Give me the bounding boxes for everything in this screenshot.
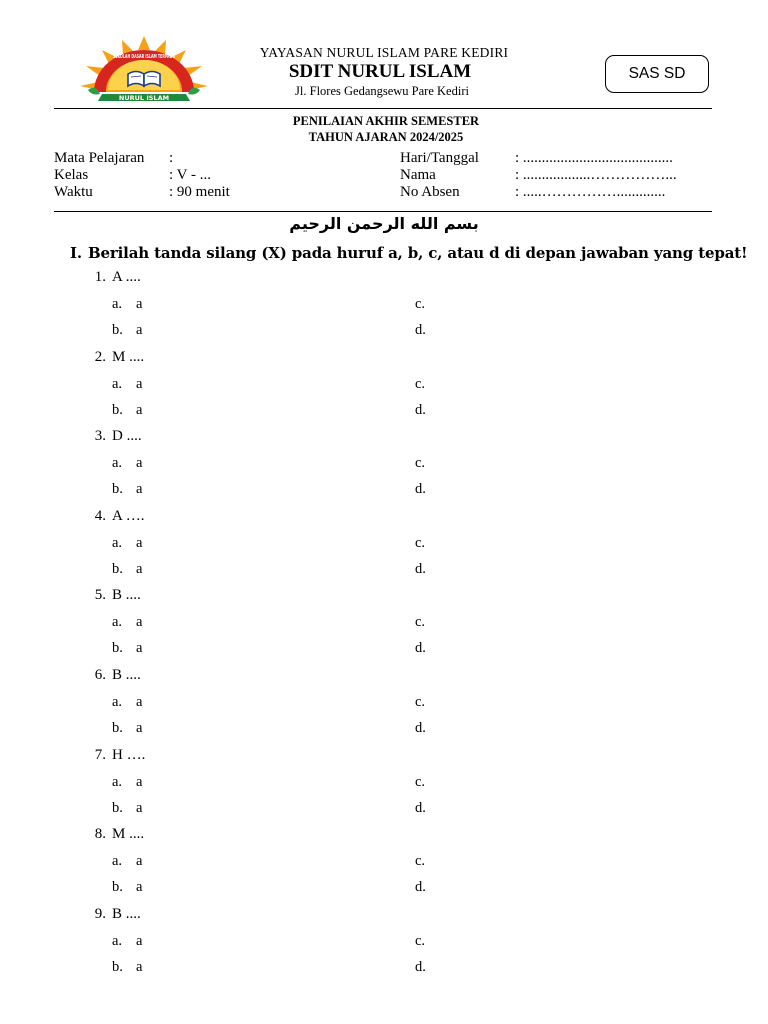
info-value-subject: : xyxy=(169,150,174,166)
option-letter: b. xyxy=(112,401,123,418)
option-text: a xyxy=(136,401,143,418)
question-number: 8. xyxy=(94,826,106,843)
option-letter: c. xyxy=(415,932,426,949)
answer-option[interactable] xyxy=(112,402,142,419)
option-text: a xyxy=(136,773,143,790)
option-letter: a. xyxy=(112,375,123,392)
answer-option[interactable] xyxy=(112,879,142,896)
question-text: B .... xyxy=(112,905,141,922)
option-letter: b. xyxy=(112,958,123,975)
answer-option[interactable] xyxy=(112,720,142,737)
option-text: a xyxy=(136,322,143,338)
option-letter: d. xyxy=(415,879,426,896)
info-value-date: : ........................................ xyxy=(515,150,673,166)
logo-arc-text: SEKOLAH DASAR ISLAM TERPADU xyxy=(113,54,175,60)
option-text: a xyxy=(136,932,143,949)
answer-option[interactable] xyxy=(415,614,439,631)
info-value-absen: : .....……………............. xyxy=(515,184,666,200)
info-label-absen: No Absen xyxy=(400,184,460,200)
header-divider xyxy=(54,108,712,109)
question-text: A .... xyxy=(112,269,141,285)
option-letter: c. xyxy=(415,375,426,392)
question-item xyxy=(82,349,144,366)
question-item xyxy=(82,906,141,923)
option-text: a xyxy=(136,958,143,975)
option-letter: d. xyxy=(415,481,426,498)
option-text: a xyxy=(136,640,143,657)
answer-option[interactable] xyxy=(415,322,439,339)
info-label-name: Nama xyxy=(400,167,436,183)
option-letter: a. xyxy=(112,694,123,710)
question-item xyxy=(82,269,141,286)
answer-option[interactable] xyxy=(415,853,439,870)
option-letter: b. xyxy=(112,640,123,657)
option-letter: b. xyxy=(112,322,123,338)
option-text: a xyxy=(136,375,143,392)
info-value-time: : 90 menit xyxy=(169,184,230,200)
option-letter: d. xyxy=(415,560,426,577)
answer-option[interactable] xyxy=(112,800,142,817)
option-letter: a. xyxy=(112,534,123,551)
answer-option[interactable] xyxy=(415,774,439,791)
option-letter: a. xyxy=(112,455,123,472)
academic-year: TAHUN AJARAN 2024/2025 xyxy=(308,130,464,144)
option-text: a xyxy=(136,720,143,736)
option-text: a xyxy=(136,853,143,870)
question-text: M .... xyxy=(112,826,145,843)
answer-option[interactable] xyxy=(415,933,439,950)
answer-option[interactable] xyxy=(415,800,439,817)
question-number: 2. xyxy=(94,348,106,365)
option-letter: d. xyxy=(415,799,426,816)
option-letter: d. xyxy=(415,958,426,975)
answer-option[interactable] xyxy=(415,455,439,472)
answer-option[interactable] xyxy=(415,481,439,498)
question-item xyxy=(82,826,144,843)
answer-option[interactable] xyxy=(112,481,142,498)
question-text: M .... xyxy=(112,348,145,365)
answer-option[interactable] xyxy=(415,376,439,393)
option-letter: b. xyxy=(112,799,123,816)
option-letter: c. xyxy=(415,296,426,312)
logo-banner-text: NURUL ISLAM xyxy=(118,94,170,102)
option-letter: b. xyxy=(112,879,123,896)
answer-option[interactable] xyxy=(112,933,142,950)
section-instruction xyxy=(70,244,747,262)
question-number: 3. xyxy=(94,428,106,445)
option-letter: a. xyxy=(112,932,123,949)
foundation-name: YAYASAN NURUL ISLAM PARE KEDIRI xyxy=(259,45,509,60)
option-letter: d. xyxy=(415,720,426,736)
option-letter: b. xyxy=(112,720,123,736)
section-number: I. xyxy=(70,244,82,262)
answer-option[interactable] xyxy=(415,879,439,896)
info-label-date: Hari/Tanggal xyxy=(400,150,479,166)
question-item xyxy=(82,587,141,604)
question-item xyxy=(82,508,145,525)
option-text: a xyxy=(136,694,143,710)
option-letter: c. xyxy=(415,853,426,870)
answer-option[interactable] xyxy=(112,455,142,472)
option-letter: c. xyxy=(415,614,426,631)
info-label-time: Waktu xyxy=(54,184,93,200)
answer-option[interactable] xyxy=(415,720,439,737)
option-text: a xyxy=(136,481,143,498)
school-address: Jl. Flores Gedangsewu Pare Kediri xyxy=(295,84,469,98)
question-number: 6. xyxy=(94,667,106,683)
answer-option[interactable] xyxy=(112,640,142,657)
question-text: B .... xyxy=(112,667,141,683)
info-label-subject: Mata Pelajaran xyxy=(54,150,145,166)
option-letter: a. xyxy=(112,853,123,870)
answer-option[interactable] xyxy=(112,774,142,791)
question-number: 4. xyxy=(94,507,106,524)
question-text: B .... xyxy=(112,587,141,604)
info-value-name: : ..................……………... xyxy=(515,167,677,183)
exam-type-badge xyxy=(605,55,709,93)
answer-option[interactable] xyxy=(112,959,142,976)
info-label-class: Kelas xyxy=(54,167,89,183)
exam-type-label: SAS SD xyxy=(628,65,686,82)
info-divider xyxy=(54,211,712,212)
option-letter: d. xyxy=(415,640,426,657)
option-letter: c. xyxy=(415,773,426,790)
question-number: 9. xyxy=(94,905,106,922)
answer-option[interactable] xyxy=(415,535,439,552)
answer-option[interactable] xyxy=(112,694,142,711)
option-letter: c. xyxy=(415,455,426,472)
option-letter: d. xyxy=(415,322,426,338)
question-text: D .... xyxy=(112,428,142,445)
answer-option[interactable] xyxy=(112,296,142,313)
answer-option[interactable] xyxy=(415,959,439,976)
answer-option[interactable] xyxy=(112,535,142,552)
option-text: a xyxy=(136,296,143,312)
option-letter: a. xyxy=(112,773,123,790)
answer-option[interactable] xyxy=(415,561,439,578)
answer-option[interactable] xyxy=(415,402,439,419)
question-number: 7. xyxy=(94,746,106,763)
answer-option[interactable] xyxy=(415,694,439,711)
answer-option[interactable] xyxy=(415,640,439,657)
option-letter: c. xyxy=(415,694,426,710)
option-letter: d. xyxy=(415,401,426,418)
option-text: a xyxy=(136,560,143,577)
answer-option[interactable] xyxy=(112,376,142,393)
info-value-class: : V - ... xyxy=(169,167,211,183)
question-number: 1. xyxy=(94,269,106,285)
question-item xyxy=(82,747,145,764)
question-text: H …. xyxy=(112,746,146,763)
exam-title: PENILAIAN AKHIR SEMESTER xyxy=(292,114,480,128)
question-number: 5. xyxy=(94,587,106,604)
answer-option[interactable] xyxy=(112,322,142,339)
school-name: SDIT NURUL ISLAM xyxy=(288,61,472,82)
option-letter: a. xyxy=(112,296,123,312)
question-item xyxy=(82,667,141,684)
option-letter: b. xyxy=(112,560,123,577)
option-letter: b. xyxy=(112,481,123,498)
option-text: a xyxy=(136,614,143,631)
option-text: a xyxy=(136,879,143,896)
option-letter: c. xyxy=(415,534,426,551)
basmalah: بسم الله الرحمن الرحيم xyxy=(289,214,479,233)
answer-option[interactable] xyxy=(415,296,439,313)
option-text: a xyxy=(136,799,143,816)
question-item xyxy=(82,428,142,445)
section-instruction-text: Berilah tanda silang (X) pada huruf a, b, c, atau d di depan jawaban yang tepat! xyxy=(87,244,748,262)
option-text: a xyxy=(136,534,143,551)
answer-option[interactable] xyxy=(112,614,142,631)
question-text: A …. xyxy=(112,507,145,524)
answer-option[interactable] xyxy=(112,853,142,870)
option-text: a xyxy=(136,455,143,472)
option-letter: a. xyxy=(112,614,123,631)
answer-option[interactable] xyxy=(112,561,142,578)
